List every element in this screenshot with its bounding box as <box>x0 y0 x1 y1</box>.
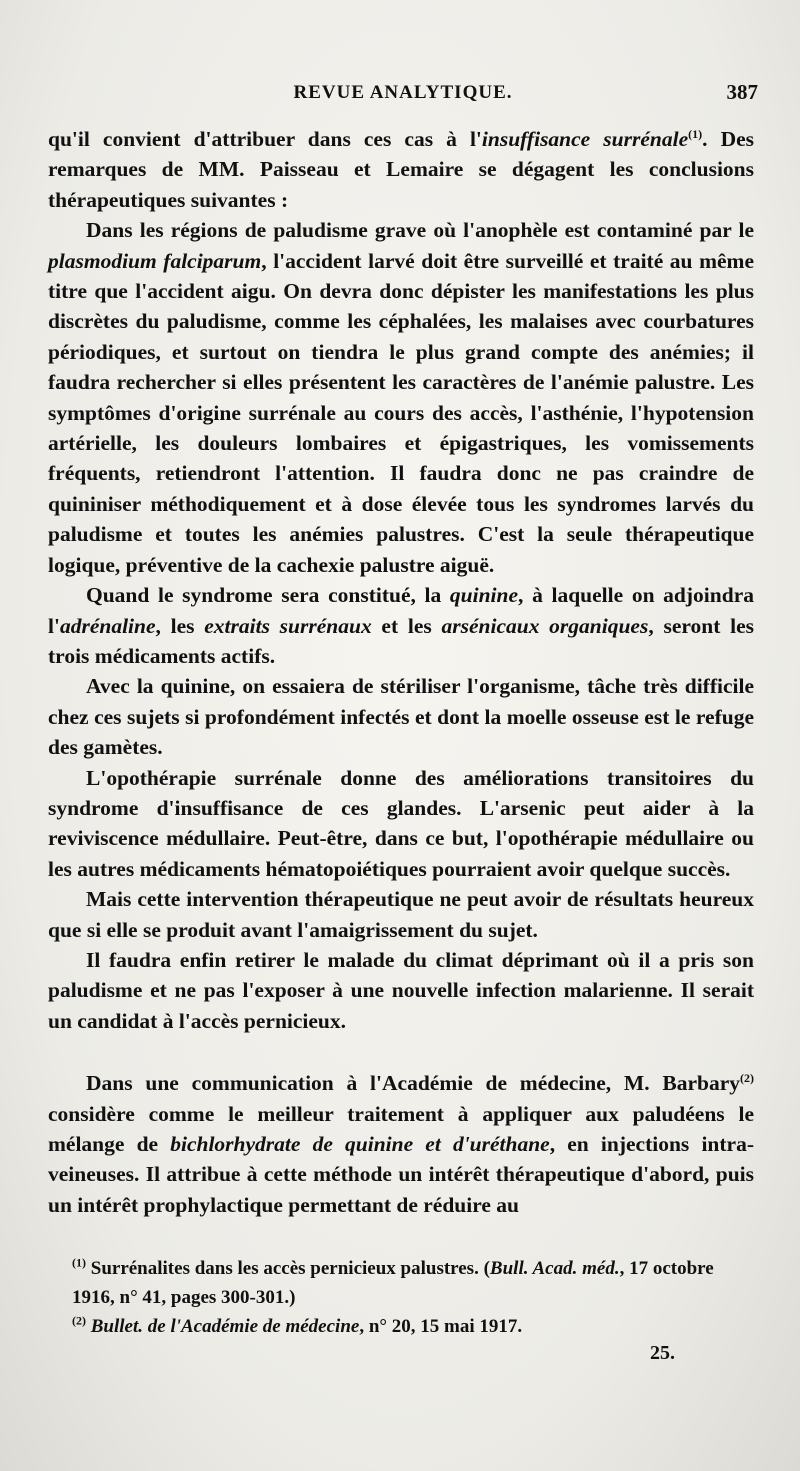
text-run: L'opothérapie surrénale donne des améliorations transitoires du syndrome d'insuffisance de ces glandes. L'arsenic peut aider à la reviviscence médullaire. Peut-être, dans ce but, l'opothérapie médullaire ou les autres médicaments hématopoiétiques pourraient avoir quelque succès. <box>48 765 754 881</box>
italic-text: Bull. Acad. méd. <box>489 1258 620 1279</box>
text-run: , à laquelle on adjoindra l' <box>48 583 754 638</box>
text-run: Surrénalites dans les accès pernicieux palustres. ( <box>86 1258 490 1279</box>
text-run: Il faudra enfin retirer le malade du climat déprimant où il a pris son paludisme et ne pas l'exposer à une nouvelle infection malarienne. Il serait un candidat à l'accès pernicieux. <box>48 947 754 1033</box>
footnote-ref: (1) <box>72 1255 86 1270</box>
paragraph <box>48 884 754 945</box>
page-header <box>48 78 758 108</box>
signature-mark: 25. <box>650 1342 675 1364</box>
paragraph <box>48 1068 754 1220</box>
text-run: , l'accident larvé doit être surveillé et traité au même titre que l'accident aigu. On devra donc dépister les manifestations les plus discrètes du paludisme, comme les céphalées, les malaises avec courbatures périodiques, et surtout on tiendra le plus grand compte des anémies; il faudra rechercher si elles présentent les caractères de l'anémie palustre. Les symptômes d'origine surrénale au cours des accès, l'asthénie, l'hypotension artérielle, les douleurs lombaires et épigastriques, les vomissements fréquents, retiendront l'attention. Il faudra donc ne pas craindre de quininiser méthodiquement et à dose élevée tous les syndromes larvés du paludisme et toutes les anémies palustres. C'est la seule thérapeutique logique, préventive de la cachexie palustre aiguë. <box>48 248 754 577</box>
italic-text: adrénaline <box>59 613 156 638</box>
italic-text: bichlorhydrate de quinine et d'uréthane <box>170 1132 550 1156</box>
footnote <box>48 1254 754 1312</box>
page-number: 387 <box>726 80 758 104</box>
text-run: , seront les trois médicaments actifs. <box>48 613 754 668</box>
footnote-ref: (2) <box>72 1313 86 1328</box>
text-run: qu'il convient d'attribuer dans ces cas à l' <box>48 127 482 151</box>
footnote-ref: (1) <box>688 126 703 141</box>
text-run: et les <box>371 613 442 638</box>
text-run: Dans les régions de paludisme grave où l'anophèle est contaminé par le <box>86 218 754 243</box>
body-text <box>48 124 754 1220</box>
section-gap <box>48 1036 754 1068</box>
paragraph <box>48 215 754 580</box>
italic-text: plasmodium falciparum <box>48 248 262 273</box>
running-head: REVUE ANALYTIQUE. <box>293 82 513 103</box>
text-run: . Des remarques de MM. Paisseau et Lemaire se dégagent les conclusions thérapeutiques suivantes : <box>48 127 755 212</box>
text-run: Mais cette intervention thérapeutique ne peut avoir de résultats heureux que si elle se produit avant l'amaigrissement du sujet. <box>48 887 754 942</box>
footnotes <box>48 1254 754 1341</box>
text-run: , en injections intra-veineuses. Il attribue à cette méthode un intérêt thérapeutique d'abord, puis un intérêt prophylactique permettant de réduire au <box>48 1132 754 1217</box>
italic-text: arsénicaux organiques <box>441 613 649 638</box>
paragraph <box>48 763 754 885</box>
footnote <box>48 1312 754 1341</box>
text-run: considère comme le meilleur traitement à appliquer aux paludéens le mélange de <box>48 1101 754 1156</box>
paragraph <box>48 124 754 215</box>
text-run: , n° 20, 15 mai 1917. <box>359 1316 523 1337</box>
paragraph <box>48 580 754 671</box>
footnote-ref: (2) <box>740 1071 754 1086</box>
paragraph <box>48 945 754 1036</box>
text-run: Dans une communication à l'Académie de médecine, M. Barbary <box>86 1071 740 1096</box>
text-run: Quand le syndrome sera constitué, la <box>86 583 450 608</box>
text-run: Avec la quinine, on essaiera de stériliser l'organisme, tâche très difficile chez ces sujets si profondément infectés et dont la moelle osseuse est le refuge des gamètes. <box>48 674 754 760</box>
italic-text: insuffisance surrénale <box>481 127 689 151</box>
text-run: , les <box>155 613 205 638</box>
italic-text: quinine <box>449 583 519 608</box>
text-run: , 17 octobre 1916, n° 41, pages 300-301.) <box>72 1258 714 1308</box>
paragraph <box>48 671 754 762</box>
italic-text: Bullet. de l'Académie de médecine <box>90 1316 360 1337</box>
italic-text: extraits surrénaux <box>204 613 372 638</box>
